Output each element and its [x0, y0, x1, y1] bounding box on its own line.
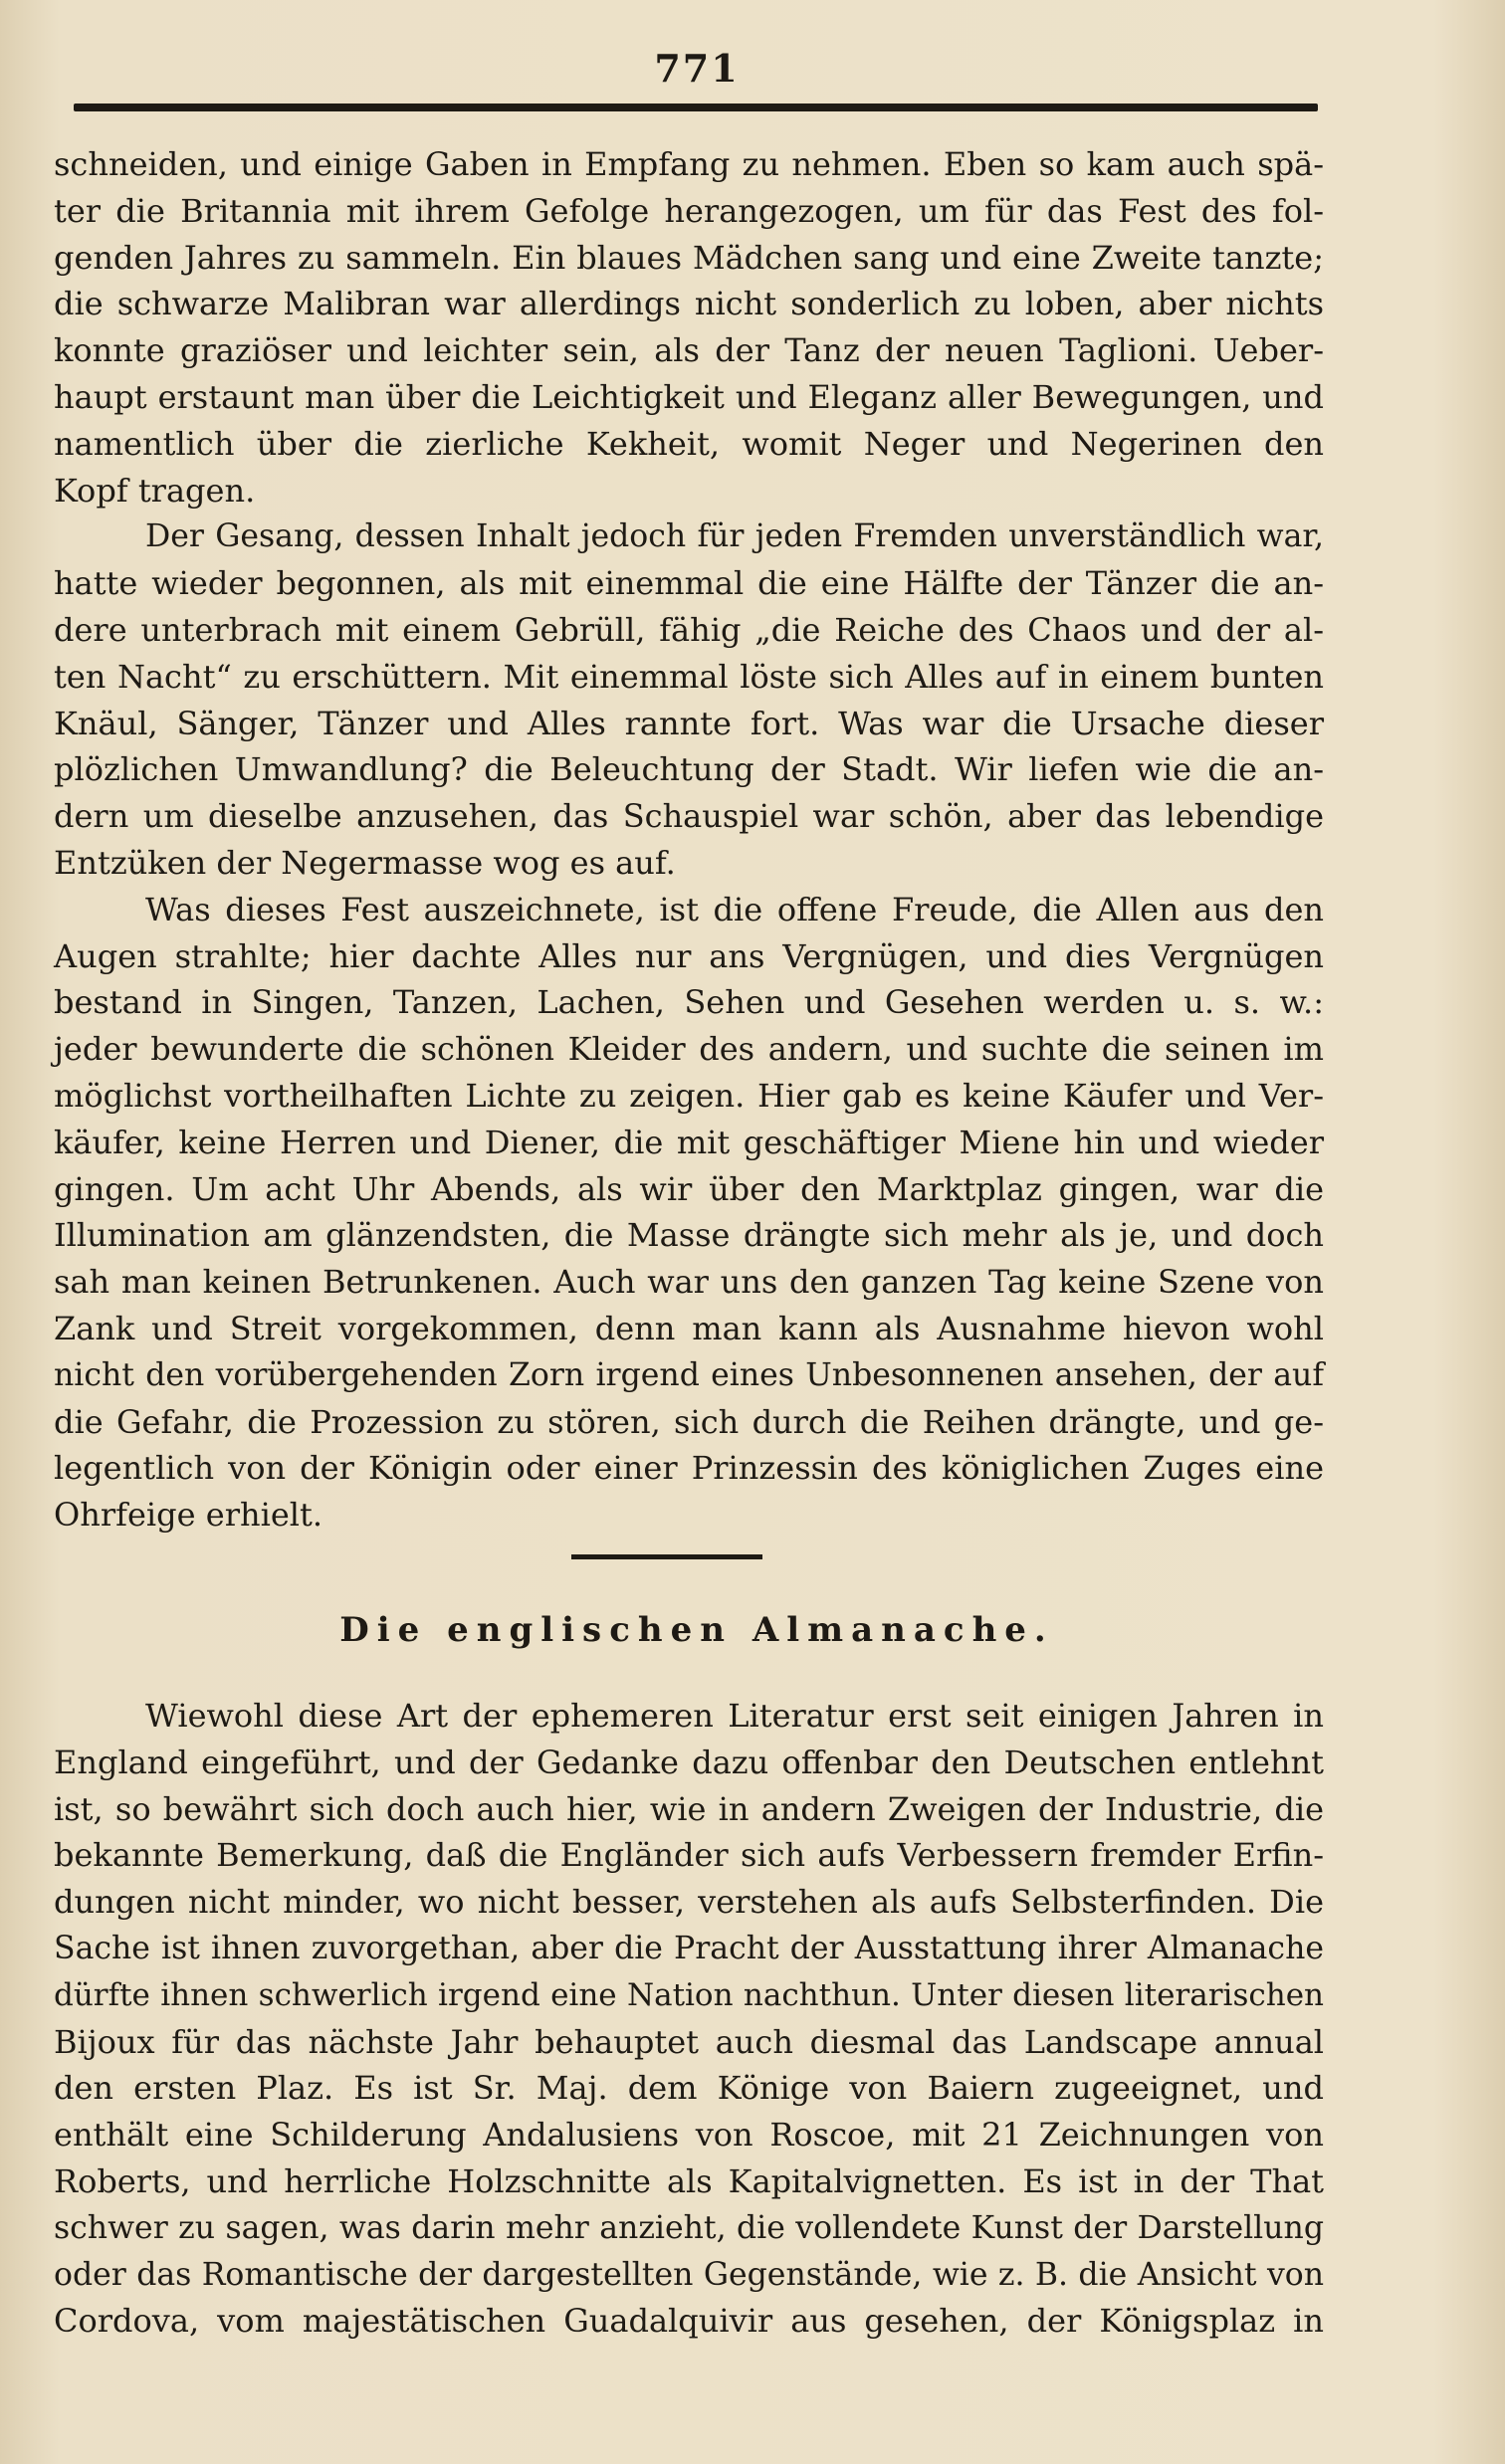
- text-line: Illumination am glänzendsten, die Masse drängte sich mehr als je, und doch: [54, 1216, 1324, 1255]
- text-line: dungen nicht minder, wo nicht besser, verstehen als aufs Selbsterfinden. Die: [54, 1883, 1324, 1922]
- text-line: bestand in Singen, Tanzen, Lachen, Sehen und Gesehen werden u. s. w.:: [54, 983, 1324, 1022]
- header-rule: [74, 103, 1318, 111]
- text-line: Roberts, und herrliche Holzschnitte als Kapitalvignetten. Es ist in der That: [54, 2161, 1324, 2200]
- text-line: konnte graziöser und leichter sein, als der Tanz der neuen Taglioni. Ueber-: [54, 331, 1324, 370]
- text-line: ter die Britannia mit ihrem Gefolge herangezogen, um für das Fest des fol-: [54, 191, 1324, 230]
- text-line: käufer, keine Herren und Diener, die mit geschäftiger Miene hin und wieder: [54, 1123, 1324, 1161]
- text-line: Cordova, vom majestätischen Guadalquivir aus gesehen, der Königsplaz in: [54, 2302, 1324, 2341]
- text-line: nicht den vorübergehenden Zorn irgend eines Unbesonnenen ansehen, der auf: [54, 1356, 1324, 1393]
- text-line: die schwarze Malibran war allerdings nicht sonderlich zu loben, aber nichts: [54, 285, 1324, 323]
- text-line: Wiewohl diese Art der ephemeren Literatur erst seit einigen Jahren in: [145, 1697, 1324, 1735]
- text-line: die Gefahr, die Prozession zu stören, sich durch die Reihen drängte, und ge-: [54, 1402, 1324, 1441]
- text-line: Kopf tragen.: [54, 471, 256, 510]
- text-line: Ohrfeige erhielt.: [54, 1496, 323, 1535]
- text-line: haupt erstaunt man über die Leichtigkeit und Eleganz aller Bewegungen, und: [54, 377, 1324, 416]
- text-line: ten Nacht“ zu erschüttern. Mit einemmal löste sich Alles auf in einem bunten: [54, 657, 1324, 696]
- text-line: Knäul, Sänger, Tänzer und Alles rannte fort. Was war die Ursache dieser: [54, 704, 1324, 742]
- text-line: England eingeführt, und der Gedanke dazu offenbar den Deutschen entlehnt: [54, 1743, 1324, 1781]
- text-line: Was dieses Fest auszeichnete, ist die offene Freude, die Allen aus den: [145, 890, 1324, 928]
- text-line: oder das Romantische der dargestellten Gegenstände, wie z. B. die Ansicht von: [54, 2256, 1324, 2293]
- text-line: Der Gesang, dessen Inhalt jedoch für jeden Fremden unverständlich war,: [145, 518, 1324, 555]
- section-divider: [571, 1554, 762, 1559]
- text-line: namentlich über die zierliche Kekheit, womit Neger und Negerinen den: [54, 424, 1324, 463]
- article-continuation: [54, 141, 1324, 1539]
- text-line: legentlich von der Königin oder einer Prinzessin des königlichen Zuges eine: [54, 1449, 1324, 1488]
- text-line: schwer zu sagen, was darin mehr anzieht, die vollendete Kunst der Darstellung: [54, 2209, 1324, 2246]
- text-line: plözlichen Umwandlung? die Beleuchtung der Stadt. Wir liefen wie die an-: [54, 750, 1324, 789]
- text-line: hatte wieder begonnen, als mit einemmal die eine Hälfte der Tänzer die an-: [54, 564, 1324, 603]
- text-line: gingen. Um acht Uhr Abends, als wir über den Marktplaz gingen, war die: [54, 1169, 1324, 1208]
- text-line: Augen strahlte; hier dachte Alles nur ans Vergnügen, und dies Vergnügen: [54, 936, 1324, 975]
- text-line: Entzüken der Negermasse wog es auf.: [54, 843, 676, 882]
- text-line: Sache ist ihnen zuvorgethan, aber die Pracht der Ausstattung ihrer Almanache: [54, 1930, 1324, 1966]
- text-line: sah man keinen Betrunkenen. Auch war uns den ganzen Tag keine Szene von: [54, 1263, 1324, 1302]
- text-line: dern um dieselbe anzusehen, das Schauspiel war schön, aber das lebendige: [54, 797, 1324, 836]
- text-line: enthält eine Schilderung Andalusiens von Roscoe, mit 21 Zeichnungen von: [54, 2116, 1324, 2155]
- text-line: dürfte ihnen schwerlich irgend eine Nation nachthun. Unter diesen literarischen: [54, 1976, 1324, 2013]
- text-line: dere unterbrach mit einem Gebrüll, fähig „die Reiche des Chaos und der al-: [54, 610, 1324, 649]
- section-body: [54, 1693, 1324, 2345]
- text-line: bekannte Bemerkung, daß die Engländer sich aufs Verbessern fremder Erfin-: [54, 1836, 1324, 1875]
- text-line: ist, so bewährt sich doch auch hier, wie in andern Zweigen der Industrie, die: [54, 1789, 1324, 1828]
- text-line: Zank und Streit vorgekommen, denn man kann als Ausnahme hievon wohl: [54, 1309, 1324, 1347]
- text-line: den ersten Plaz. Es ist Sr. Maj. dem Könige von Baiern zugeeignet, und: [54, 2069, 1324, 2108]
- text-line: jeder bewunderte die schönen Kleider des andern, und suchte die seinen im: [54, 1030, 1324, 1069]
- section-title: Die englischen Almanache.: [339, 1610, 1054, 1650]
- text-line: möglichst vortheilhaften Lichte zu zeigen. Hier gab es keine Käufer und Ver-: [54, 1076, 1324, 1115]
- text-line: schneiden, und einige Gaben in Empfang zu nehmen. Eben so kam auch spä-: [54, 145, 1324, 183]
- text-line: Bijoux für das nächste Jahr behauptet auch diesmal das Landscape annual: [54, 2022, 1324, 2061]
- page-number: 771: [654, 46, 740, 91]
- text-line: genden Jahres zu sammeln. Ein blaues Mädchen sang und eine Zweite tanzte;: [54, 238, 1324, 277]
